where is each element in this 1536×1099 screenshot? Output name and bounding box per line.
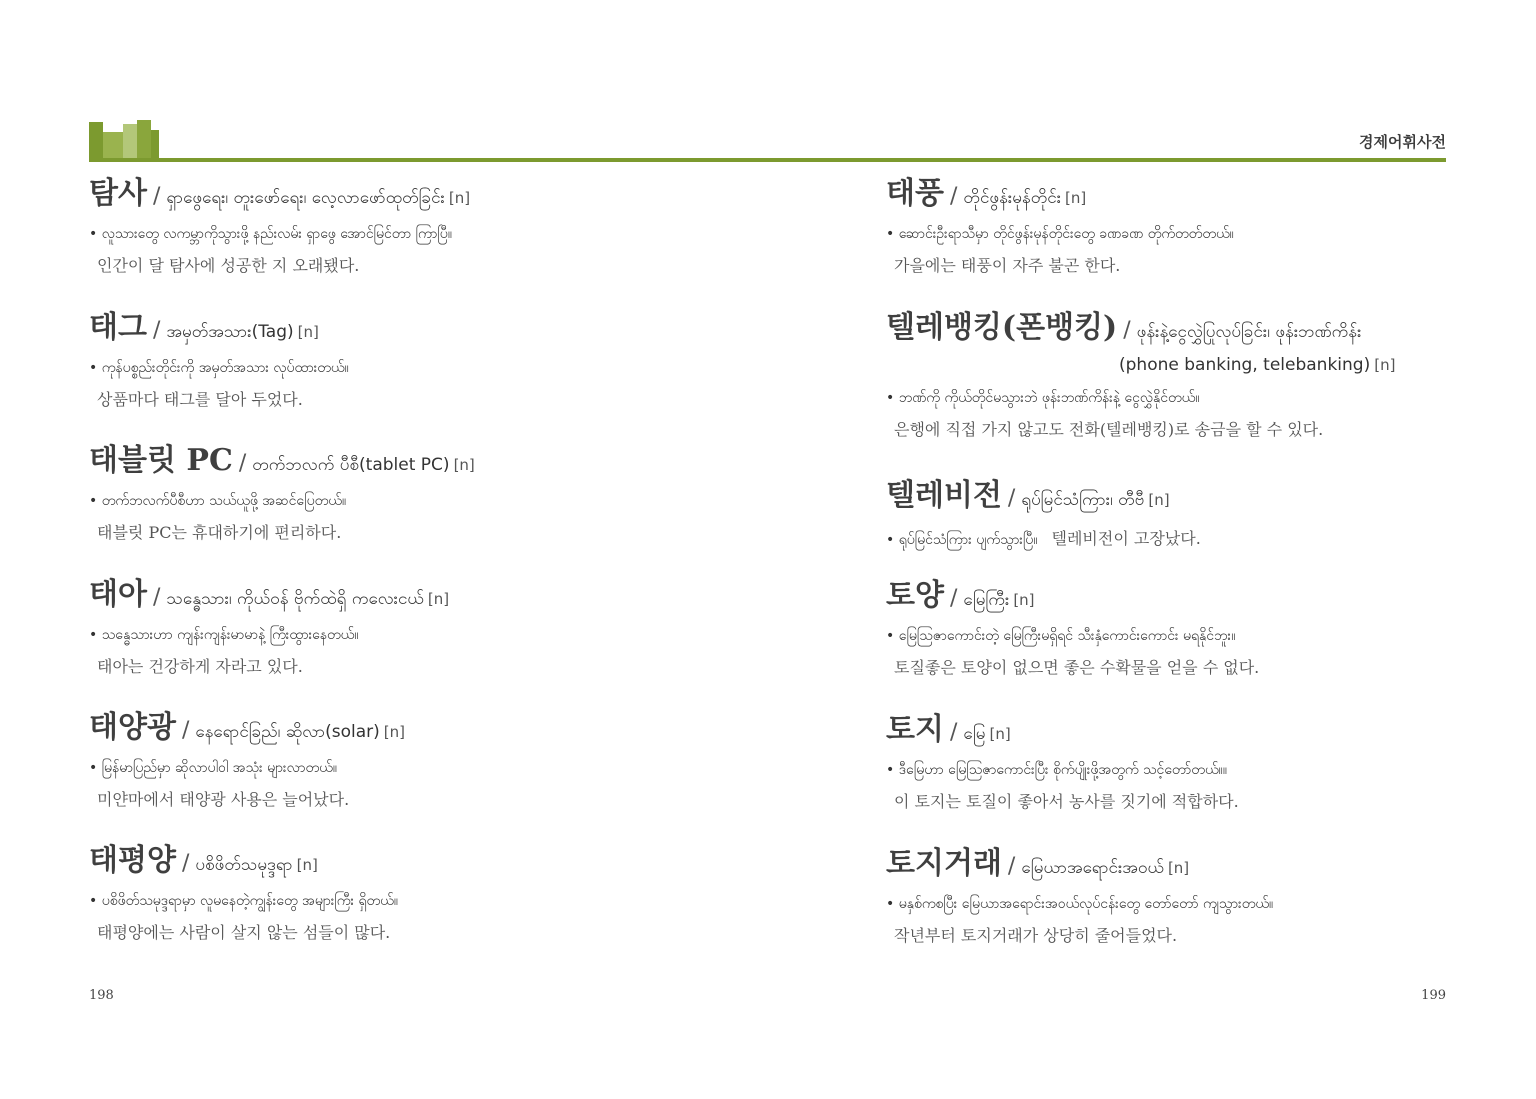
entry-headline [89, 176, 709, 216]
headword: 텔레비전 [886, 478, 1002, 513]
example-myanmar: • မြန်မာပြည်မှာ ဆိုလာပါဝါ အသုံး များလာတယ်။ [89, 760, 337, 776]
example-myanmar: • ဘဏ်ကို ကိုယ်တိုင်မသွားဘဲ ဖုန်းဘဏ်ကိန်းနဲ့ ငွေလွှဲနိုင်တယ်။ [886, 390, 1200, 406]
part-of-speech: [n] [448, 189, 471, 207]
entry [89, 176, 709, 276]
example-korean: 이 토지는 토질이 좋아서 농사를 짓기에 적합하다. [894, 792, 1239, 811]
example-myanmar: • ဒီမြေဟာ မြေသြဇာကောင်းပြီး စိုက်ပျိုးဖို့အတွက် သင့်တော်တယ်။။ [886, 762, 1228, 778]
headword: 태블릿 PC [89, 443, 233, 478]
meaning: တိုင်ဖွန်းမုန်တိုင်း [963, 188, 1062, 208]
headword: 태풍 [886, 176, 944, 211]
example-myanmar: • မြေသြဇာကောင်းတဲ့ မြေကြီးမရှိရင် သီးနှံကောင်းကောင်း မရနိုင်ဘူး။ [886, 628, 1236, 644]
separator: / [152, 318, 161, 343]
headword: 태아 [89, 577, 147, 612]
example-korean: 인간이 달 탐사에 성공한 지 오래됐다. [97, 256, 360, 275]
example-myanmar: • သန္ဓေသားဟာ ကျန်းကျန်းမာမာနဲ့ ကြီးထွားနေတယ်။ [89, 627, 359, 643]
part-of-speech: [n] [1065, 189, 1087, 207]
example-myanmar: • တက်ဘလက်ပီစီဟာ သယ်ယူဖို့ အဆင်ပြေတယ်။ [89, 493, 347, 509]
example-korean: 토질좋은 토양이 없으면 좋은 수확물을 얻을 수 없다. [894, 658, 1260, 677]
example-myanmar: • ရုပ်မြင်သံကြား ပျက်သွားပြီ။ [886, 532, 1038, 548]
separator: / [181, 718, 190, 743]
entry-headline [89, 710, 709, 750]
meaning: ဖုန်းနဲ့ငွေလွှဲပြုလုပ်ခြင်း၊ ဖုန်းဘဏ်ကိန်း [1136, 322, 1362, 342]
entry-headline [886, 578, 1506, 618]
example-line [886, 526, 1506, 551]
part-of-speech: [n] [297, 323, 319, 341]
headword: 텔레뱅킹(폰뱅킹) [886, 310, 1118, 345]
meaning: တက်ဘလက် ပီစီ(tablet PC) [252, 455, 450, 475]
example-korean: 태평양에는 사람이 살지 않는 섬들이 많다. [97, 923, 391, 942]
example-korean: 가을에는 태풍이 자주 불곤 한다. [894, 256, 1121, 275]
meaning: သန္ဓေသား၊ ကိုယ်ဝန် ဗိုက်ထဲရှိ ကလေးငယ် [166, 589, 424, 609]
entry-headline [89, 443, 709, 483]
meaning: မြေယာအရောင်းအဝယ် [1021, 858, 1164, 878]
separator: / [152, 184, 161, 209]
headword: 탐사 [89, 176, 147, 211]
meaning: ပစိဖိတ်သမုဒ္ဒရာ [195, 855, 293, 875]
entry-headline [886, 478, 1506, 518]
example-korean: 작년부터 토지거래가 상당히 줄어들었다. [894, 926, 1178, 945]
part-of-speech: [n] [453, 456, 475, 474]
book-title: 경제어휘사전 [1359, 133, 1446, 151]
separator: / [949, 184, 958, 209]
meaning: ရှာဖွေရေး၊ တူးဖော်ရေး၊ လေ့လာဖော်ထုတ်ခြင်း [166, 188, 445, 208]
meaning: အမှတ်အသား(Tag) [166, 322, 294, 342]
headword: 토지 [886, 712, 944, 747]
separator: / [1007, 486, 1016, 511]
headword: 태양광 [89, 710, 176, 745]
part-of-speech: [n] [1167, 859, 1190, 877]
headword: 태평양 [89, 843, 176, 878]
entry [89, 577, 709, 677]
example-myanmar: • ကုန်ပစ္စည်းတိုင်းကို အမှတ်အသား လုပ်ထားတယ်။ [89, 360, 349, 376]
part-of-speech: [n] [296, 856, 318, 874]
example-korean: 은행에 직접 가지 않고도 전화(텔레뱅킹)로 송금을 할 수 있다. [894, 420, 1324, 439]
entry-headline [886, 846, 1506, 886]
example-korean: 미얀마에서 태양광 사용은 늘어났다. [97, 790, 350, 809]
separator: / [181, 851, 190, 876]
separator: / [152, 585, 161, 610]
example-korean: 상품마다 태그를 달아 두었다. [97, 390, 303, 409]
example-korean: 태블릿 PC는 휴대하기에 편리하다. [97, 523, 342, 542]
separator: / [949, 586, 958, 611]
page-number-left: 198 [89, 988, 114, 1003]
meaning-english: (phone banking, telebanking) [1119, 355, 1371, 375]
part-of-speech: [n] [1374, 356, 1396, 374]
entry-headline [886, 310, 1506, 350]
part-of-speech: [n] [989, 725, 1011, 743]
entry [89, 843, 709, 943]
header-rule [89, 158, 1446, 162]
meaning-continuation [886, 350, 1506, 380]
entry-headline [886, 176, 1506, 216]
part-of-speech: [n] [1148, 491, 1170, 509]
example-korean: 텔레비전이 고장났다. [1051, 529, 1201, 548]
part-of-speech: [n] [383, 723, 405, 741]
entry-headline [886, 712, 1506, 752]
headword: 토양 [886, 578, 944, 613]
entry-headline [89, 310, 709, 350]
example-korean: 태아는 건강하게 자라고 있다. [97, 657, 303, 676]
meaning: နေရောင်ခြည်၊ ဆိုလာ(solar) [195, 722, 380, 742]
entry [886, 310, 1506, 440]
meaning: မြေ [963, 724, 986, 744]
example-myanmar: • ဆောင်းဦးရာသီမှာ တိုင်ဖွန်းမုန်တိုင်းတွေ ခဏခဏ တိုက်တတ်တယ်။ [886, 226, 1234, 242]
entry-headline [89, 843, 709, 883]
example-myanmar: • မနှစ်ကစပြီး မြေယာအရောင်းအဝယ်လုပ်ငန်းတွေ တော်တော် ကျသွားတယ်။ [886, 896, 1274, 912]
entry [89, 443, 709, 543]
example-myanmar: • ပစိဖိတ်သမုဒ္ဒရာမှာ လူမနေတဲ့ကျွန်းတွေ အများကြီး ရှိတယ်။ [89, 893, 398, 909]
headword: 태그 [89, 310, 147, 345]
separator: / [1123, 318, 1131, 343]
entry [886, 712, 1506, 812]
entry [89, 310, 709, 410]
entry [886, 846, 1506, 946]
separator: / [949, 720, 958, 745]
headword: 토지거래 [886, 846, 1002, 881]
entry [886, 176, 1506, 276]
entry [886, 478, 1506, 551]
part-of-speech: [n] [427, 590, 450, 608]
meaning: ရုပ်မြင်သံကြား၊ တီဗီ [1021, 490, 1145, 510]
page-number-right: 199 [1421, 988, 1446, 1003]
entry [886, 578, 1506, 678]
entry [89, 710, 709, 810]
example-myanmar: • လူသားတွေ လကမ္ဘာကိုသွားဖို့ နည်းလမ်း ရှာဖွေ အောင်မြင်တာ ကြာပြီ။ [89, 226, 453, 242]
header-decoration [89, 118, 159, 162]
separator: / [1007, 854, 1016, 879]
entry-headline [89, 577, 709, 617]
meaning: မြေကြီး [963, 590, 1010, 610]
separator: / [238, 451, 247, 476]
part-of-speech: [n] [1013, 591, 1035, 609]
